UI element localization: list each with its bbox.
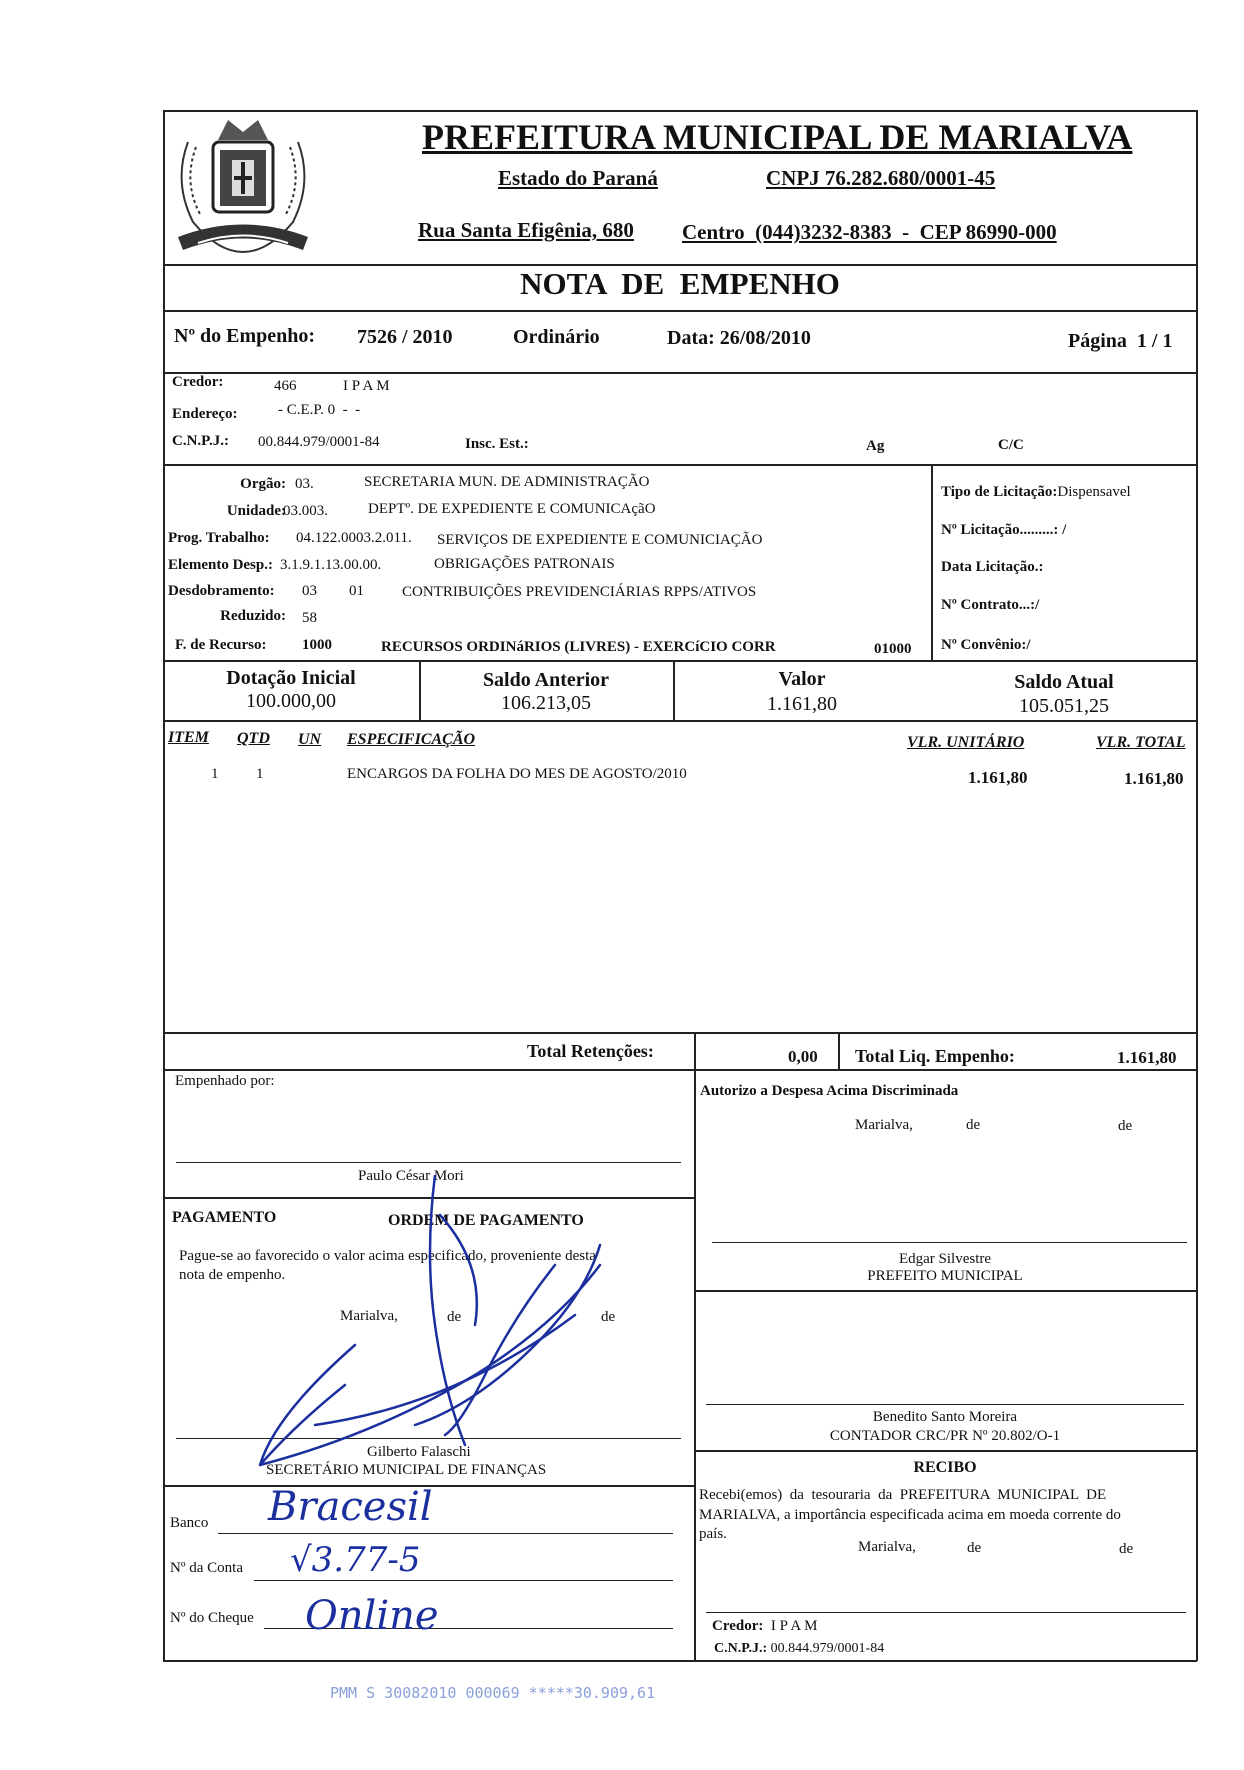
total-retencoes-value: 0,00 [788, 1047, 818, 1066]
valor-label: Valor [778, 668, 826, 690]
reduzido-label: Reduzido: [220, 608, 286, 624]
page-indicator: Página 1 / 1 [1068, 330, 1173, 352]
pagamento-label: PAGAMENTO [172, 1209, 277, 1226]
prog-trabalho-desc: SERVIÇOS DE EXPEDIENTE E COMUNICIAÇÃO [437, 532, 763, 548]
sig4-title: CONTADOR CRC/PR Nº 20.802/O-1 [829, 1428, 1061, 1444]
licitacao-separator [931, 464, 933, 661]
recibo-cnpj-value: 00.844.979/0001-84 [770, 1641, 885, 1656]
printer-stamp: PMM S 30082010 000069 *****30.909,61 [330, 1684, 656, 1702]
recibo-title: RECIBO [913, 1459, 977, 1476]
empenho-label: Nº do Empenho: [174, 325, 316, 347]
saldos-top-divider [163, 660, 1197, 662]
convenio-number: Nº Convênio:/ [941, 637, 1031, 653]
orgao-code: 03. [295, 476, 314, 492]
credor-label: Credor: [172, 374, 224, 390]
conta-line [254, 1580, 673, 1581]
banco-line [218, 1533, 673, 1534]
saldo-anterior-label: Saldo Anterior [482, 669, 610, 691]
saldos-bottom-divider [163, 720, 1197, 722]
right-de1: de [966, 1117, 981, 1133]
conta-label: Nº da Conta [170, 1560, 243, 1576]
col-un: UN [298, 731, 322, 748]
saldo-atual-value: 105.051,25 [1019, 695, 1109, 717]
header-cnpj: CNPJ 76.282.680/0001-45 [766, 166, 996, 190]
dotacao-inicial-value: 100.000,00 [246, 690, 336, 712]
endereco-label: Endereço: [172, 406, 238, 422]
contrato-number: Nº Contrato...:/ [941, 597, 1040, 613]
cnpj-value: 00.844.979/0001-84 [258, 434, 380, 450]
pague-se-line2: nota de empenho. [179, 1267, 286, 1283]
item-description: ENCARGOS DA FOLHA DO MES DE AGOSTO/2010 [347, 766, 687, 782]
sig3-name: Edgar Silvestre [898, 1251, 992, 1267]
prefeitura-title: PREFEITURA MUNICIPAL DE MARIALVA [422, 117, 1133, 157]
totals-top-divider [163, 1032, 1197, 1034]
empenho-type: Ordinário [513, 326, 600, 348]
account-label: C/C [998, 437, 1024, 453]
orgao-desc: SECRETARIA MUN. DE ADMINISTRAÇÃO [364, 474, 650, 490]
total-retencoes-label: Total Retenções: [527, 1041, 654, 1061]
total-liq-empenho-value: 1.161,80 [1117, 1048, 1177, 1067]
recibo-cnpj-label: C.N.P.J.: [714, 1641, 768, 1656]
credor-divider [163, 464, 1197, 466]
banco-handwritten: Bracesil [268, 1484, 433, 1530]
agency-label: Ag [866, 438, 885, 454]
prog-trabalho-code: 04.122.0003.2.011. [296, 530, 412, 546]
sig1-name: Paulo César Mori [358, 1168, 464, 1184]
sig2-title: SECRETÁRIO MUNICIPAL DE FINANÇAS [266, 1462, 547, 1478]
licitacao-date: Data Licitação.: [941, 559, 1044, 575]
unidade-code: 03.003. [283, 503, 328, 519]
valor-value: 1.161,80 [767, 693, 837, 715]
totals-sep [838, 1032, 840, 1070]
recibo-line1: Recebi(emos) da tesouraria da PREFEITURA MUNICIPAL DE [699, 1487, 1107, 1503]
endereco-value: - C.E.P. 0 - - [278, 402, 361, 418]
unidade-desc: DEPTº. DE EXPEDIENTE E COMUNICAçãO [368, 501, 656, 517]
right-de2: de [1118, 1118, 1133, 1134]
saldo-atual-label: Saldo Atual [1014, 671, 1114, 693]
recibo-cnpj [714, 1641, 884, 1657]
total-liq-empenho-label: Total Liq. Empenho: [855, 1046, 1015, 1066]
recibo-line2: MARIALVA, a importância especificada acima em moeda corrente do [699, 1507, 1121, 1523]
empenho-divider [163, 372, 1197, 374]
tipo-licitacao-label: Tipo de Licitação: [941, 484, 1058, 500]
cheque-handwritten: Online [305, 1593, 439, 1639]
pague-se-line1: Pague-se ao favorecido o valor acima especificado, proveniente desta [179, 1248, 596, 1264]
col-especificacao: ESPECIFICAÇÃO [347, 731, 476, 748]
banco-label: Banco [170, 1515, 209, 1531]
sig4-line [706, 1404, 1184, 1405]
insc-est-label: Insc. Est.: [465, 436, 529, 452]
handwritten-signature [255, 1175, 675, 1475]
contador-divider [694, 1450, 1197, 1452]
prog-trabalho-label: Prog. Trabalho: [168, 530, 270, 546]
conta-handwritten: √3.77-5 [290, 1540, 421, 1580]
empenhado-por-label: Empenhado por: [175, 1073, 275, 1089]
document-title: NOTA DE EMPENHO [520, 266, 840, 301]
center-phone-cep: Centro (044)3232-8383 - CEP 86990-000 [682, 220, 1057, 244]
recurso-num: 01000 [874, 641, 912, 657]
frame-bottom [163, 1660, 1197, 1662]
recibo-city: Marialva, [858, 1539, 916, 1555]
left-de2: de [601, 1309, 616, 1325]
elemento-label: Elemento Desp.: [168, 557, 273, 573]
totals-bottom-divider [163, 1069, 1197, 1071]
left-de1: de [447, 1309, 462, 1325]
col-qtd: QTD [237, 730, 270, 747]
sig4-name: Benedito Santo Moreira [872, 1409, 1018, 1425]
desdobramento-sub: 01 [349, 583, 364, 599]
tipo-licitacao-value: Dispensavel [1057, 484, 1131, 500]
orgao-label: Orgão: [240, 476, 286, 492]
autorizo-label: Autorizo a Despesa Acima Discriminada [700, 1083, 959, 1099]
coat-of-arms-logo [168, 102, 318, 262]
elemento-desc: OBRIGAÇÕES PATRONAIS [434, 556, 615, 572]
recibo-de2: de [1119, 1541, 1134, 1557]
recurso-label: F. de Recurso: [175, 637, 267, 653]
recibo-line3: país. [699, 1526, 727, 1542]
frame-right [1196, 110, 1198, 1661]
col-item: ITEM [168, 729, 209, 746]
main-column-separator [694, 1032, 696, 1661]
cheque-label: Nº do Cheque [170, 1610, 254, 1626]
sig1-line [176, 1162, 681, 1163]
credor-code: 466 [274, 378, 297, 394]
saldo-anterior-value: 106.213,05 [501, 692, 591, 714]
desdobramento-code: 03 [302, 583, 317, 599]
recibo-sig-line [706, 1612, 1186, 1613]
street-address: Rua Santa Efigênia, 680 [418, 218, 634, 242]
col-vlr-unitario: VLR. UNITÁRIO [907, 734, 1025, 751]
title-divider [163, 310, 1197, 312]
recibo-credor-label: Credor: [712, 1618, 764, 1634]
cnpj-label: C.N.P.J.: [172, 433, 229, 449]
recurso-code: 1000 [302, 637, 332, 653]
recibo-credor-value: I P A M [770, 1618, 818, 1634]
state-name: Estado do Paraná [498, 166, 658, 190]
left-city: Marialva, [340, 1308, 398, 1324]
col-vlr-total: VLR. TOTAL [1096, 734, 1186, 751]
item-total-value: 1.161,80 [1124, 769, 1184, 788]
right-city: Marialva, [855, 1117, 913, 1133]
item-qtd: 1 [256, 766, 264, 782]
ordem-pagamento-label: ORDEM DE PAGAMENTO [388, 1212, 584, 1229]
recurso-desc: RECURSOS ORDINáRIOS (LIVRES) - EXERCíCIO CORR [381, 639, 776, 655]
recibo-de1: de [967, 1540, 982, 1556]
desdobramento-label: Desdobramento: [168, 583, 275, 599]
item-number: 1 [211, 766, 219, 782]
frame-left [163, 110, 165, 1661]
frame-top [163, 110, 1197, 112]
sig3-line [712, 1242, 1187, 1243]
unidade-label: Unidade: [226, 503, 286, 519]
credor-name: I P A M [343, 378, 390, 394]
elemento-code: 3.1.9.1.13.00.00. [280, 557, 382, 573]
desdobramento-desc: CONTRIBUIÇÕES PREVIDENCIÁRIAS RPPS/ATIVOS [402, 584, 757, 600]
tipo-licitacao [941, 484, 1131, 501]
item-unit-value: 1.161,80 [968, 768, 1028, 787]
licitacao-number: Nº Licitação.........: / [941, 522, 1067, 538]
dotacao-inicial-label: Dotação Inicial [226, 667, 356, 689]
empenho-date: Data: 26/08/2010 [667, 327, 811, 349]
reduzido-value: 58 [302, 610, 317, 626]
sig2-name: Gilberto Falaschi [367, 1444, 471, 1460]
sig3-title: PREFEITO MUNICIPAL [867, 1268, 1023, 1284]
recibo-credor [712, 1618, 817, 1635]
prefeito-divider [694, 1290, 1197, 1292]
empenho-number: 7526 / 2010 [357, 326, 453, 348]
